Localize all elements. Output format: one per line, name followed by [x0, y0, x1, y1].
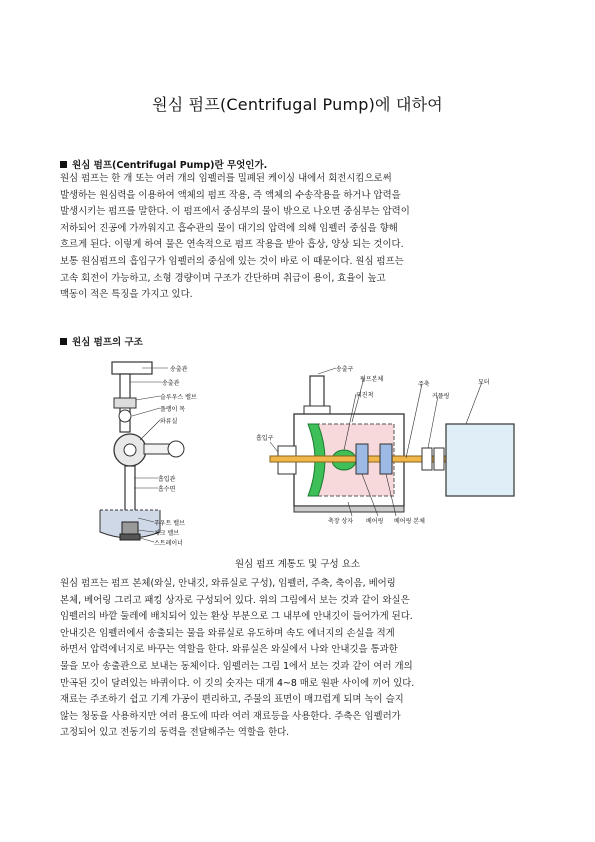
- label-check-valve: 체크 밸브: [154, 530, 180, 537]
- label-discharge-pipe-2: 송출관: [162, 380, 180, 387]
- paragraph-line: 않는 청동을 사용하지만 여러 용도에 따라 여러 재료등을 사용한다. 주축은 임펠러가: [60, 710, 401, 722]
- paragraph-line: 발생시키는 펌프를 말한다. 이 펌프에서 중심부의 물이 밖으로 나오면 중심부는 압력이: [60, 206, 410, 218]
- paragraph-line: 고속 회전이 가능하고, 소형 경량이며 구조가 간단하며 취급이 용이, 효율이 높고: [60, 272, 386, 284]
- paragraph-line: 원심 펌프는 한 개 또는 여러 개의 임펠러를 밀폐된 케이싱 내에서 회전시킴으로써: [60, 173, 392, 184]
- label-sluice-valve: 슬루우스 밸브: [160, 394, 197, 401]
- paragraph-line: 맥동이 적은 특징을 가지고 있다.: [60, 289, 193, 301]
- paragraph-line: 임펠러의 바깥 둘레에 배치되어 있는 환상 부분으로 그 내부에 안내깃이 들어가게 된다.: [60, 611, 413, 623]
- label-discharge-outlet: 송출구: [336, 366, 354, 373]
- pump-components-diagram: [256, 362, 516, 532]
- paragraph-line: 흐르게 된다. 이렇게 하여 물은 연속적으로 펌프 작용을 받아 흡상, 양상 되는 것이다.: [60, 239, 404, 251]
- label-volute-casing: 와류실: [160, 418, 178, 425]
- label-motor: 모터: [478, 379, 490, 386]
- section-heading-text: 원심 펌프의 구조: [72, 337, 143, 348]
- bullet-square-icon: [60, 338, 67, 345]
- label-water-surface: 흡수면: [158, 486, 176, 493]
- bullet-square-icon: [60, 161, 67, 168]
- section-heading-what-is: [60, 157, 267, 171]
- paragraph-line: 재료는 주조하기 쉽고 기계 가공이 편리하고, 주물의 표면이 매끄럽게 되며 녹이 슬지: [60, 694, 404, 706]
- paragraph-line: 발생하는 원심력을 이용하여 액체의 펌프 작용, 즉 액체의 수송작용을 하거나 압력을: [60, 189, 401, 201]
- label-coupling: 커플링: [432, 393, 450, 400]
- label-discharge-pipe: 송출관: [170, 366, 188, 373]
- label-flange: 플랭이 목: [160, 406, 186, 413]
- label-bearing: 베어링: [366, 518, 384, 525]
- label-impeller: 되진척: [356, 392, 374, 399]
- paragraph-line: 만곡된 깃이 달려있는 바퀴이다. 이 깃의 숫자는 대개 4~8 매로 원판 사이에 끼어 있다.: [60, 677, 415, 689]
- intro-paragraph: [60, 171, 540, 304]
- paragraph-line: 물을 모아 송출관으로 보내는 동체이다. 임펠러는 그림 1에서 보는 것과 같이 여러 개의: [60, 660, 413, 672]
- label-suction-inlet: 흡입구: [256, 435, 274, 442]
- paragraph-line: 안내깃은 임펠러에서 송출되는 물을 와류실로 유도하며 속도 에너지의 손실을 적게: [60, 627, 395, 639]
- label-suction-pipe: 흡입관: [158, 476, 176, 483]
- page-title: 원심 펌프(Centrifugal Pump)에 대하여: [152, 95, 443, 114]
- label-strainer: 스트레이너: [154, 540, 183, 547]
- label-main-shaft: 주축: [418, 381, 430, 388]
- label-foot-valve: 푸우트 밸브: [154, 520, 185, 527]
- paragraph-line: 원심 펌프는 펌프 본체(와실, 안내깃, 와류실로 구성), 임펠러, 주축, 축이음, 베어링: [60, 578, 396, 589]
- label-pump-body: 펌프본체: [360, 376, 384, 383]
- label-bearing-body: 베어링 본체: [394, 518, 425, 525]
- paragraph-line: 보통 원심펌프의 흡입구가 임펠러의 중심에 있는 것이 바로 이 때문이다. 원심 펌프는: [60, 255, 404, 267]
- pump-system-diagram: [98, 360, 208, 550]
- section-heading-text: 원심 펌프(Centrifugal Pump)란 무엇인가.: [72, 160, 268, 171]
- paragraph-line: 본체, 베어링 그리고 패킹 상자로 구성되어 있다. 위의 그림에서 보는 것과 같이 와실은: [60, 594, 410, 606]
- figure-caption: 원심 펌프 계통도 및 구성 요소: [234, 559, 361, 570]
- section-heading-structure: [60, 334, 143, 348]
- structure-paragraph: [60, 576, 540, 742]
- paragraph-line: 하면서 압력에너지로 바꾸는 역할을 한다. 와류실은 와실에서 나와 안내깃을 통과한: [60, 644, 398, 656]
- pump-cross-section-illustration: [256, 362, 516, 532]
- label-packing-box: 축장 상자: [328, 518, 354, 525]
- paragraph-line: 고정되어 있고 전동기의 동력을 전달해주는 역할을 한다.: [60, 727, 290, 739]
- paragraph-line: 저하되어 진공에 가까워지고 흡수관의 물이 대기의 압력에 의해 임펠러 중심을 향해: [60, 222, 398, 234]
- pump-system-illustration: [98, 360, 208, 550]
